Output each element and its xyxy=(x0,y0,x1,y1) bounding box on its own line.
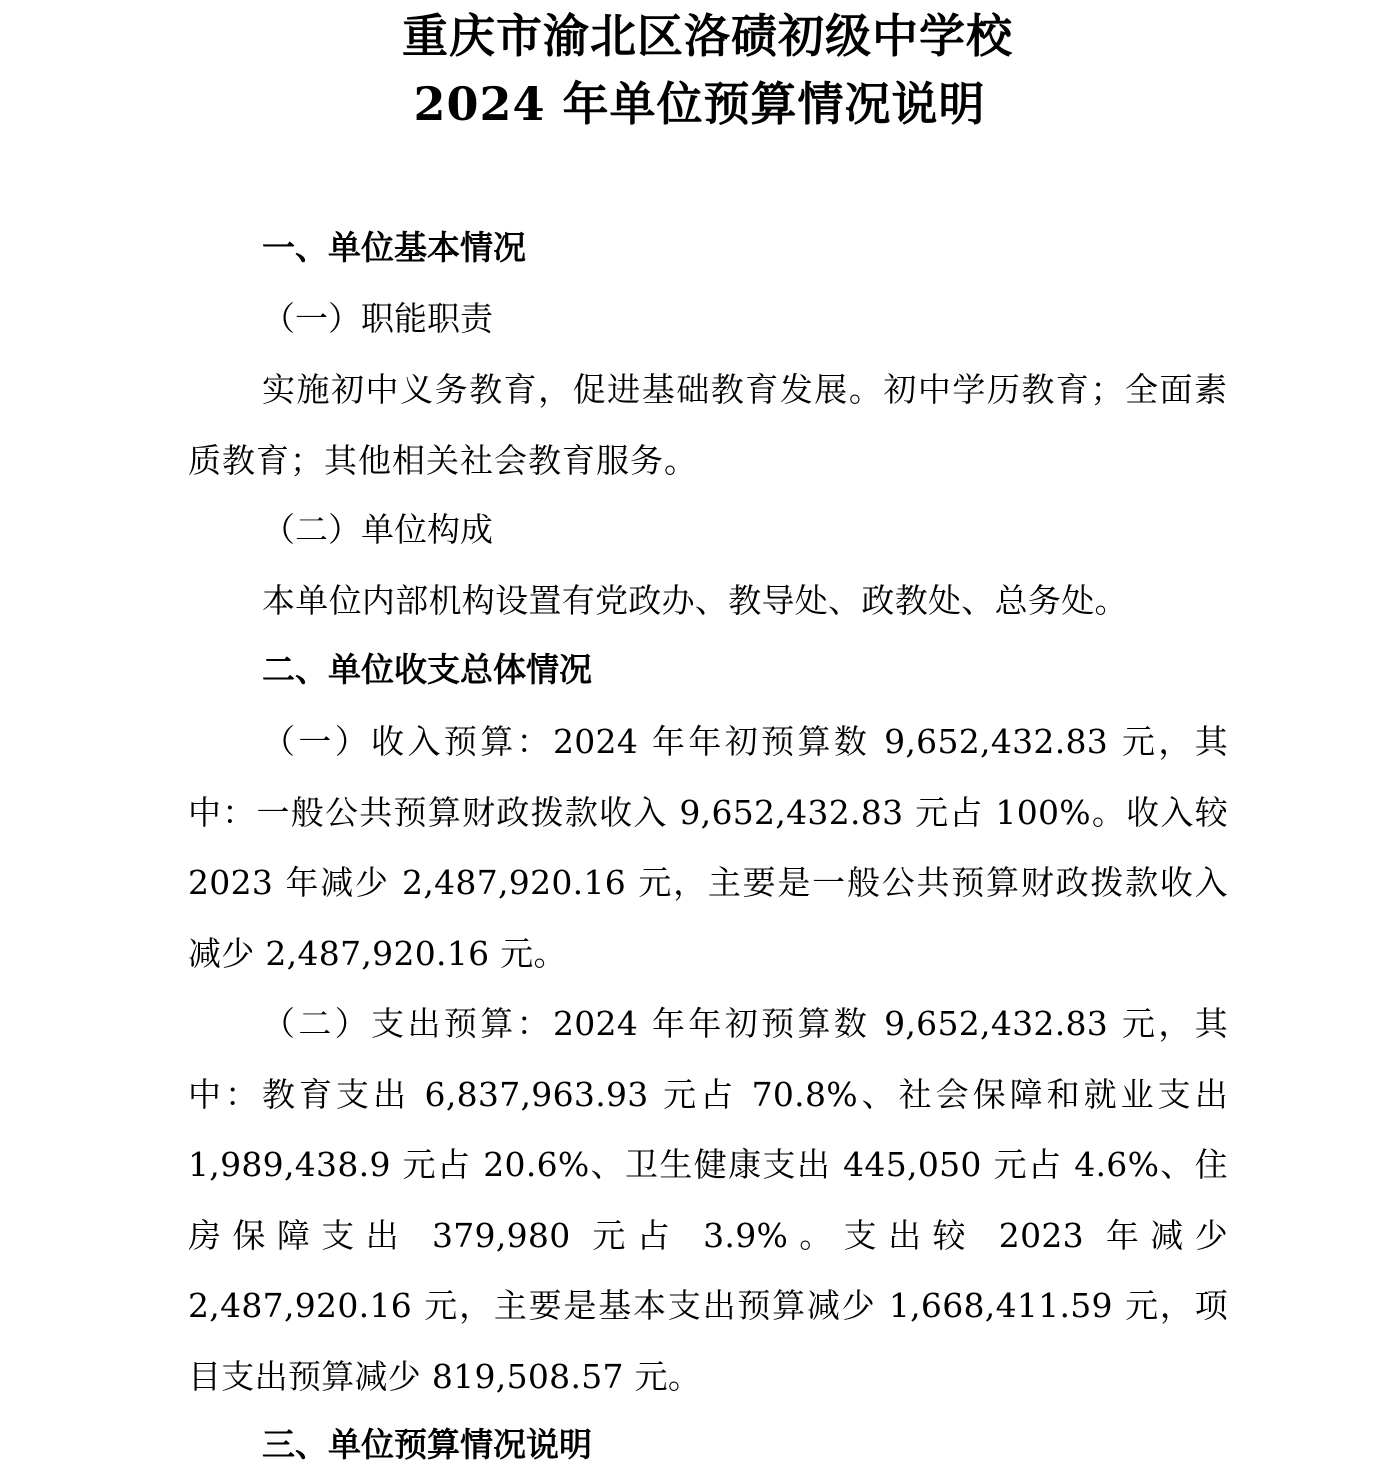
section-1-sub-2-heading: （二）单位构成 xyxy=(262,510,493,549)
income-budget-paragraph: （一）收入预算：2024 年年初预算数 9,652,432.83 元，其中：一般公共预算财政拨款收入 9,652,432.83 元占 100%。收入较 2023 年减少 2,487,920.16 元，主要是一般公共预算财政拨款收入减少 2,487,920.16 元。 xyxy=(188,722,1228,973)
document-title-line-2: 2024 年单位预算情况说明 xyxy=(413,77,986,131)
section-1-sub-1-paragraph: 实施初中义务教育，促进基础教育发展。初中学历教育；全面素质教育；其他相关社会教育服务。 xyxy=(188,370,1228,480)
section-1-heading: 一、单位基本情况 xyxy=(262,228,526,267)
section-2-heading: 二、单位收支总体情况 xyxy=(262,650,592,689)
expense-budget-paragraph: （二）支出预算：2024 年年初预算数 9,652,432.83 元，其中：教育支出 6,837,963.93 元占 70.8%、社会保障和就业支出 1,989,438.9 元占 20.6%、卫生健康支出 445,050 元占 4.6%、住房保障支出 379,980 元占 3.9%。支出较 2023 年减少 2,487,920.16 元，主要是基本支出预算减少 1,668,411.59 元，项目支出预算减少 819,508.57 元。 xyxy=(188,1004,1228,1396)
section-1-sub-1-heading: （一）职能职责 xyxy=(262,299,493,338)
document-title-line-1: 重庆市渝北区洛碛初级中学校 xyxy=(402,9,1013,63)
section-3-heading: 三、单位预算情况说明 xyxy=(262,1425,592,1464)
section-1-sub-2-paragraph: 本单位内部机构设置有党政办、教导处、政教处、总务处。 xyxy=(262,581,1128,620)
